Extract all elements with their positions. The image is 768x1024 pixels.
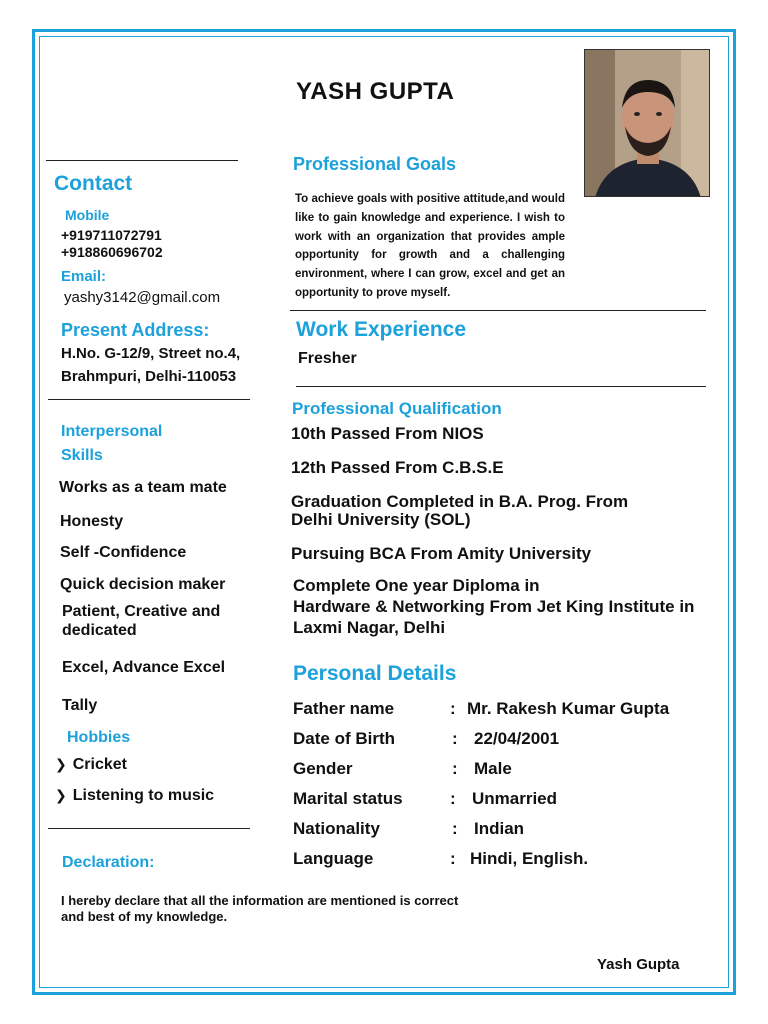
address-line-2: Brahmpuri, Delhi-110053 bbox=[61, 368, 237, 385]
phone-1: +919711072791 bbox=[61, 227, 162, 243]
personal-label: Marital status bbox=[293, 789, 403, 808]
personal-value: 22/04/2001 bbox=[474, 729, 560, 748]
goals-text: To achieve goals with positive attitude,and would like to gain knowledge and experience. I wish to work with an organization that provides ample opportunity for growth and a challenging environment, where I can grow, excel and get an opportunity to prove myself. bbox=[295, 193, 565, 299]
divider-qualification bbox=[296, 386, 706, 387]
qualification-item: Complete One year Diploma in bbox=[293, 576, 540, 595]
personal-label: Language bbox=[293, 849, 374, 868]
divider-work bbox=[290, 310, 706, 311]
goals-heading: Professional Goals bbox=[293, 154, 457, 174]
personal-separator: : bbox=[450, 849, 456, 868]
personal-separator: : bbox=[452, 819, 458, 838]
personal-separator: : bbox=[450, 789, 456, 808]
skill-item: Works as a team mate bbox=[59, 479, 227, 496]
skill-item: Tally bbox=[62, 697, 98, 714]
qualification-item: 10th Passed From NIOS bbox=[291, 424, 484, 443]
profile-photo bbox=[584, 49, 710, 197]
skill-item: Self -Confidence bbox=[60, 544, 187, 561]
declaration-heading: Declaration: bbox=[62, 854, 155, 871]
skill-item: dedicated bbox=[62, 622, 137, 639]
divider-contact bbox=[46, 160, 238, 161]
chevron-right-icon: ❯ bbox=[55, 756, 67, 772]
qualification-item: Laxmi Nagar, Delhi bbox=[293, 618, 446, 637]
personal-value: Mr. Rakesh Kumar Gupta bbox=[467, 699, 670, 718]
address-line-1: H.No. G-12/9, Street no.4, bbox=[61, 345, 241, 362]
hobby-label: Cricket bbox=[72, 756, 127, 773]
qualification-item: Hardware & Networking From Jet King Institute in bbox=[293, 597, 695, 616]
qualification-item: Delhi University (SOL) bbox=[291, 510, 471, 529]
personal-separator: : bbox=[452, 759, 458, 778]
hobby-item bbox=[55, 787, 214, 805]
qualification-item: Graduation Completed in B.A. Prog. From bbox=[291, 492, 629, 511]
skills-heading-line-2: Skills bbox=[61, 447, 103, 464]
skills-heading-line-1: Interpersonal bbox=[61, 423, 163, 440]
address-heading: Present Address: bbox=[61, 320, 210, 340]
contact-heading: Contact bbox=[54, 172, 133, 195]
skill-item: Quick decision maker bbox=[60, 576, 226, 593]
personal-label: Date of Birth bbox=[293, 729, 395, 748]
divider-declaration bbox=[48, 828, 250, 829]
personal-label: Nationality bbox=[293, 819, 380, 838]
candidate-name: YASH GUPTA bbox=[296, 78, 455, 105]
qualification-item: Pursuing BCA From Amity University bbox=[291, 544, 592, 563]
hobbies-heading: Hobbies bbox=[67, 729, 131, 746]
personal-label: Gender bbox=[293, 759, 353, 778]
skill-item: Honesty bbox=[60, 513, 124, 530]
personal-value: Male bbox=[474, 759, 512, 778]
personal-separator: : bbox=[452, 729, 458, 748]
phone-2: +918860696702 bbox=[61, 244, 163, 260]
skill-item: Excel, Advance Excel bbox=[62, 659, 226, 676]
skill-item: Patient, Creative and bbox=[62, 603, 221, 620]
hobby-item bbox=[55, 756, 127, 774]
work-value: Fresher bbox=[298, 350, 357, 367]
profile-photo-image bbox=[585, 50, 710, 197]
declaration-text: I hereby declare that all the information are mentioned is correct and best of my knowledge. bbox=[61, 893, 459, 924]
personal-value: Hindi, English. bbox=[470, 849, 589, 868]
mobile-label: Mobile bbox=[65, 207, 110, 223]
qualification-heading: Professional Qualification bbox=[292, 399, 502, 418]
email-value: yashy3142@gmail.com bbox=[64, 289, 221, 306]
personal-value: Unmarried bbox=[472, 789, 558, 808]
chevron-right-icon: ❯ bbox=[55, 787, 67, 803]
personal-value: Indian bbox=[474, 819, 525, 838]
divider-skills bbox=[48, 399, 250, 400]
personal-separator: : bbox=[450, 699, 456, 718]
personal-label: Father name bbox=[293, 699, 395, 718]
email-label: Email: bbox=[61, 268, 107, 285]
personal-heading: Personal Details bbox=[293, 662, 457, 685]
work-heading: Work Experience bbox=[296, 318, 467, 341]
signature-name: Yash Gupta bbox=[597, 956, 680, 973]
qualification-item: 12th Passed From C.B.S.E bbox=[291, 458, 504, 477]
hobby-label: Listening to music bbox=[72, 787, 215, 804]
